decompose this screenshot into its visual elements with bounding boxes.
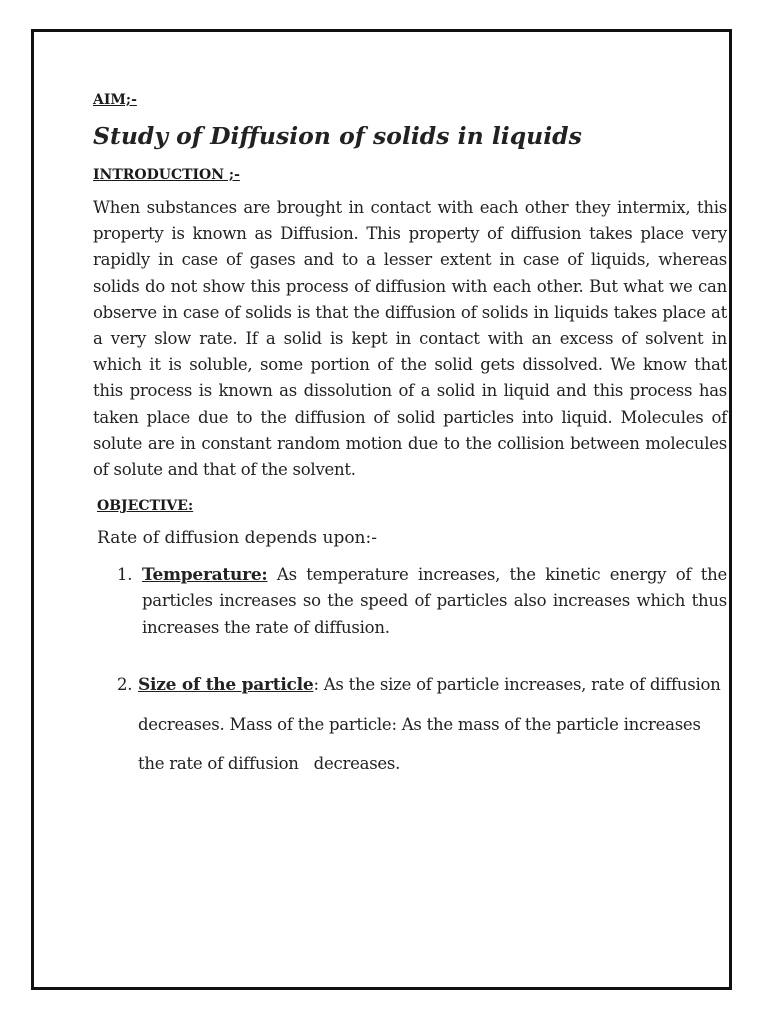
item-text: : As the size of particle increases, rate of diffusion decreases. Mass of the particle: As the mass of the particle increases the rate of diffusion decreases. [138, 674, 726, 773]
item-heading: Size of the particle [138, 674, 314, 695]
aim-label: AIM;- [93, 92, 137, 108]
list-item-particle-size [93, 665, 727, 783]
item-text: As temperature increases, the kinetic energy of the particles increases so the speed of particles also increases which thus increases the rate of diffusion. [142, 565, 727, 637]
factors-list [93, 562, 727, 783]
introduction-paragraph: When substances are brought in contact with each other they intermix, this property is known as Diffusion. This property of diffusion takes place very rapidly in case of gases and to a lesser extent in case of liquids, whereas solids do not show this process of diffusion with each other. But what we can observe in case of solids is that the diffusion of solids in liquids takes place at a very slow rate. If a solid is kept in contact with an excess of solvent in which it is soluble, some portion of the solid gets dissolved. We know that this process is known as dissolution of a solid in liquid and this process has taken place due to the diffusion of solid particles into liquid. Molecules of solute are in constant random motion due to the collision between molecules of solute and that of the solvent. [93, 198, 727, 480]
list-item-temperature [93, 562, 727, 641]
list-number: 1. [117, 565, 133, 585]
document-body [93, 86, 727, 783]
list-number: 2. [117, 674, 133, 694]
objective-label: OBJECTIVE: [97, 498, 194, 515]
item-heading: Temperature: [142, 565, 268, 586]
document-title: Study of Diffusion of solids in liquids [93, 122, 582, 150]
objective-lead: Rate of diffusion depends upon:- [97, 528, 377, 549]
introduction-label: INTRODUCTION ;- [93, 167, 240, 183]
